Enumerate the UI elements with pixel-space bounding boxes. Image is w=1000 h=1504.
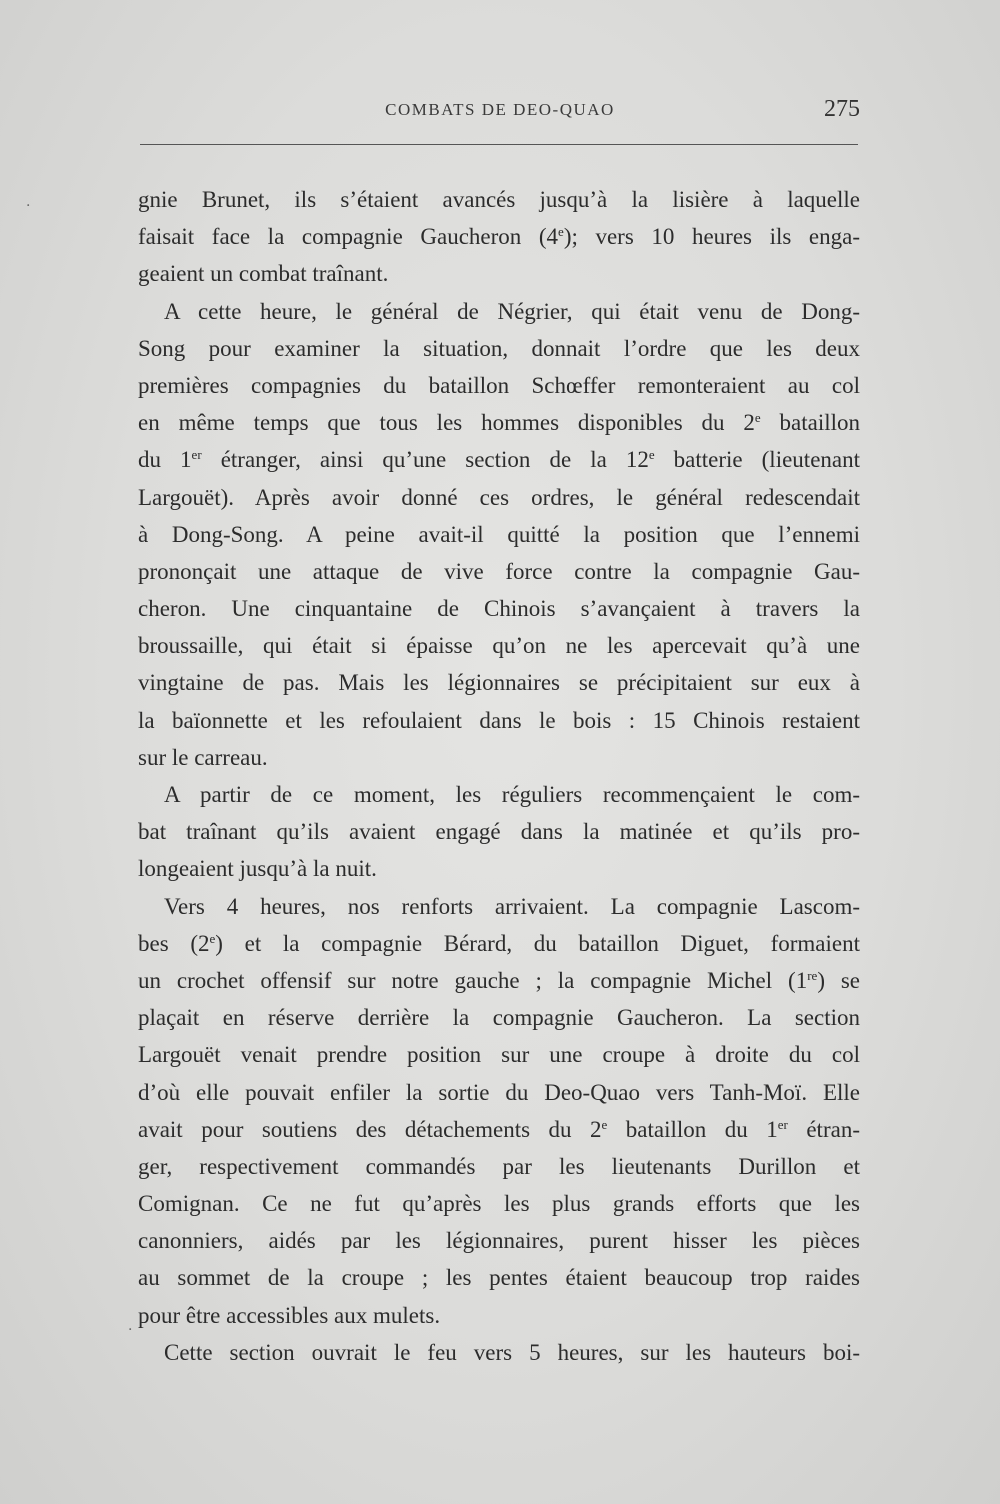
text-line: A partir de ce moment, les réguliers recommençaient le com- bbox=[164, 782, 860, 807]
text-line: broussaille, qui était si épaisse qu’on ne les apercevait qu’à une bbox=[138, 633, 860, 659]
text-line: vingtaine de pas. Mais les légionnaires se précipitaient sur eux à bbox=[138, 670, 860, 696]
running-title: COMBATS DE DEO-QUAO bbox=[385, 100, 615, 119]
text-line: Song pour examiner la situation, donnait l’ordre que les deux bbox=[138, 335, 860, 361]
page-header bbox=[140, 96, 860, 132]
text-line: du 1er étranger, ainsi qu’une section de la 12e batterie (lieutenant bbox=[138, 447, 860, 473]
text-line: A cette heure, le général de Négrier, qui était venu de Dong- bbox=[164, 298, 860, 324]
text-line: plaçait en réserve derrière la compagnie Gaucheron. La section bbox=[138, 1005, 860, 1031]
text-line: Largouët venait prendre position sur une croupe à droite du col bbox=[138, 1042, 860, 1068]
text-line: un crochet offensif sur notre gauche ; la compagnie Michel (1re) se bbox=[138, 967, 861, 993]
text-line: bat traînant qu’ils avaient engagé dans la matinée et qu’ils pro- bbox=[138, 819, 860, 845]
text-line: ger, respectivement commandés par les lieutenants Durillon et bbox=[138, 1153, 860, 1179]
text-line: d’où elle pouvait enfiler la sortie du Deo-Quao vers Tanh-Moï. Elle bbox=[138, 1079, 860, 1105]
text-line: prononçait une attaque de vive force contre la compagnie Gau- bbox=[138, 558, 860, 584]
text-line: Comignan. Ce ne fut qu’après les plus grands efforts que les bbox=[138, 1191, 860, 1217]
text-line: Vers 4 heures, nos renforts arrivaient. La compagnie Lascom- bbox=[164, 893, 860, 919]
text-line: bes (2e) et la compagnie Bérard, du bataillon Diguet, formaient bbox=[138, 930, 860, 956]
text-line: avait pour soutiens des détachements du 2e bataillon du 1er étran- bbox=[138, 1116, 860, 1142]
text-line: cheron. Une cinquantaine de Chinois s’avançaient à travers la bbox=[138, 596, 860, 622]
text-line: geaient un combat traînant. bbox=[138, 261, 389, 287]
page-number: 275 bbox=[824, 96, 860, 122]
body-text bbox=[138, 181, 860, 1371]
text-line: sur le carreau. bbox=[138, 744, 268, 770]
text-line: Cette section ouvrait le feu vers 5 heures, sur les hauteurs boi- bbox=[164, 1339, 860, 1365]
page-speck: · bbox=[128, 1322, 133, 1338]
page-speck: · bbox=[26, 198, 31, 214]
text-line: au sommet de la croupe ; les pentes étaient beaucoup trop raides bbox=[138, 1265, 860, 1291]
text-line: Largouët). Après avoir donné ces ordres, le général redescendait bbox=[138, 484, 860, 510]
text-line: en même temps que tous les hommes disponibles du 2e bataillon bbox=[138, 410, 860, 436]
text-line: longeaient jusqu’à la nuit. bbox=[138, 856, 377, 882]
text-line: à Dong-Song. A peine avait-il quitté la position que l’ennemi bbox=[138, 521, 860, 547]
text-line: gnie Brunet, ils s’étaient avancés jusqu’à la lisière à laquelle bbox=[138, 187, 860, 212]
text-line: premières compagnies du bataillon Schœffer remonteraient au col bbox=[138, 372, 860, 398]
text-line: faisait face la compagnie Gaucheron (4e); vers 10 heures ils enga- bbox=[138, 224, 860, 250]
header-rule bbox=[140, 144, 858, 145]
text-line: canonniers, aidés par les légionnaires, purent hisser les pièces bbox=[138, 1228, 860, 1254]
text-line: pour être accessibles aux mulets. bbox=[138, 1302, 441, 1328]
text-line: la baïonnette et les refoulaient dans le bois : 15 Chinois restaient bbox=[138, 707, 860, 733]
